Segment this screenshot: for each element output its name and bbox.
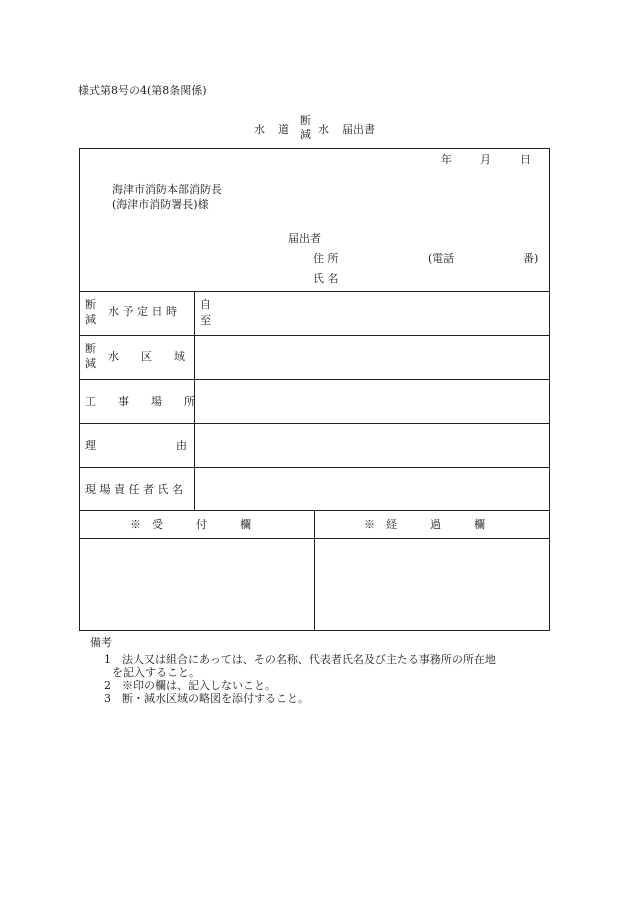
notifier-label: 届出者	[288, 232, 321, 245]
row-divider	[79, 291, 550, 292]
progress-column-header: ※ 経 過 欄	[364, 518, 485, 531]
schedule-stack	[85, 297, 96, 327]
note-item-3: 3 断・減水区域の略図を添付すること。	[104, 692, 309, 705]
schedule-stack-top: 断	[85, 298, 96, 311]
address-label: 住 所	[313, 252, 339, 265]
schedule-stack-bottom: 減	[85, 313, 96, 326]
addressee-line-1: 海津市消防本部消防長	[112, 183, 222, 196]
area-stack	[85, 341, 96, 371]
notes-heading: 備考	[90, 636, 112, 649]
document-title	[0, 114, 630, 146]
title-stack	[300, 114, 311, 142]
title-stack-bottom: 減	[300, 128, 311, 141]
title-stack-top: 断	[300, 114, 311, 127]
title-part-3: 水	[318, 123, 329, 136]
schedule-to: 至	[200, 314, 211, 327]
row-divider	[79, 379, 550, 380]
title-part-4: 届出書	[342, 123, 375, 136]
row-divider	[79, 335, 550, 336]
title-part-1: 水	[254, 123, 265, 136]
date-year: 年	[441, 153, 452, 166]
addressee-line-2: (海津市消防署長)様	[112, 198, 209, 211]
date-day: 日	[520, 153, 531, 166]
supervisor-label: 現 場 責 任 者 氏 名	[85, 483, 183, 496]
date-month: 月	[480, 153, 491, 166]
reason-label-right: 由	[176, 439, 187, 452]
reception-column-header: ※ 受 付 欄	[130, 518, 251, 531]
schedule-label: 水 予 定 日 時	[108, 305, 177, 318]
note-item-1-continued: を記入すること。	[112, 666, 200, 679]
row-divider	[79, 423, 550, 424]
work-site-label: 工 事 場 所	[85, 395, 195, 408]
name-label: 氏 名	[313, 272, 339, 285]
note-item-2: 2 ※印の欄は、記入しないこと。	[104, 679, 276, 692]
area-stack-bottom: 減	[85, 357, 96, 370]
phone-number-suffix: 番)	[523, 252, 539, 265]
row-divider	[79, 467, 550, 468]
title-part-2: 道	[278, 123, 289, 136]
schedule-from: 自	[200, 298, 211, 311]
form-id: 様式第8号の4(第8条関係)	[78, 84, 207, 97]
bottom-column-divider	[314, 510, 315, 631]
note-item-1: 1 法人又は組合にあっては、その名称、代表者氏名及び主たる事務所の所在地	[104, 653, 496, 666]
phone-label: (電話	[428, 252, 455, 265]
reason-label-left: 理	[85, 439, 96, 452]
area-stack-top: 断	[85, 342, 96, 355]
area-label: 水 区 域	[108, 350, 185, 363]
